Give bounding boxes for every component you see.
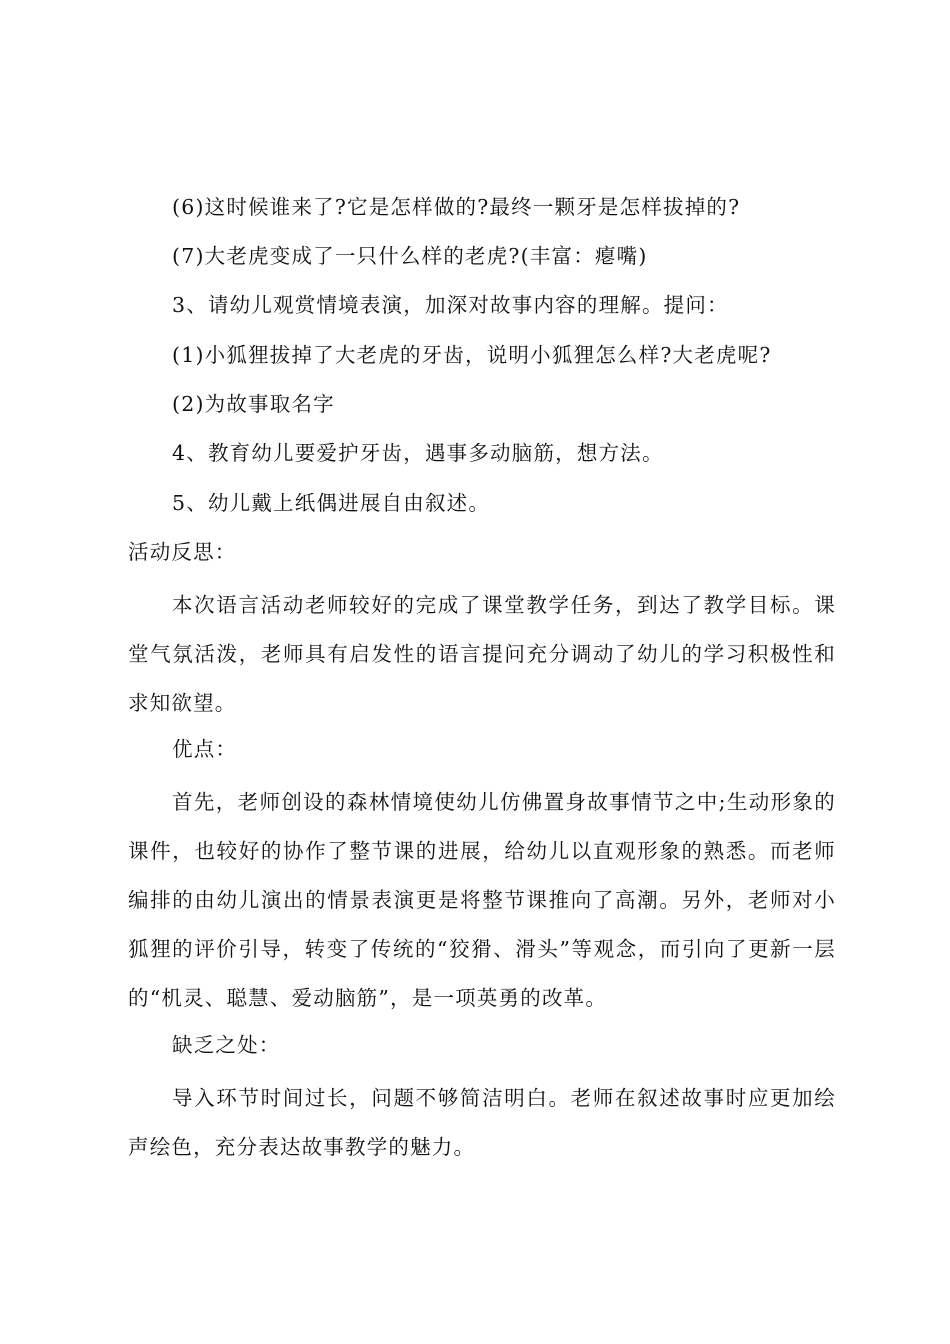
list-item-question-1: (1)小狐狸拔掉了大老虎的牙齿，说明小狐狸怎么样?大老虎呢? xyxy=(172,343,772,367)
list-item-question-2: (2)为故事取名字 xyxy=(172,392,335,416)
paragraph-shortcomings: 导入环节时间过长，问题不够简洁明白。老师在叙述故事时应更加绘声绘色，充分表达故事教学的魅力。 xyxy=(128,1086,836,1159)
step-4: 4、教育幼儿要爱护牙齿，遇事多动脑筋，想方法。 xyxy=(172,441,664,465)
heading-merits: 优点： xyxy=(172,737,238,761)
list-item-question-6: (6)这时候谁来了?它是怎样做的?最终一颗牙是怎样拔掉的? xyxy=(172,195,741,219)
heading-shortcomings: 缺乏之处： xyxy=(172,1033,281,1057)
heading-reflection: 活动反思： xyxy=(128,540,237,564)
list-item-question-7: (7)大老虎变成了一只什么样的老虎?(丰富：瘪嘴) xyxy=(172,244,648,268)
paragraph-reflection: 本次语言活动老师较好的完成了课堂教学任务，到达了教学目标。课堂气氛活泼，老师具有启发性的语言提问充分调动了幼儿的学习积极性和求知欲望。 xyxy=(128,593,836,715)
step-5: 5、幼儿戴上纸偶进展自由叙述。 xyxy=(172,491,491,515)
step-3: 3、请幼儿观赏情境表演，加深对故事内容的理解。提问： xyxy=(172,293,729,317)
paragraph-merits: 首先，老师创设的森林情境使幼儿仿佛置身故事情节之中;生动形象的课件，也较好的协作了整节课的进展，给幼儿以直观形象的熟悉。而老师编排的由幼儿演出的情景表演更是将整节课推向了高潮。另外，老师对小狐狸的评价引导，转变了传统的“狡猾、滑头”等观念，而引向了更新一层的“机灵、聪慧、爱动脑筋”，是一项英勇的改革。 xyxy=(128,790,836,1010)
